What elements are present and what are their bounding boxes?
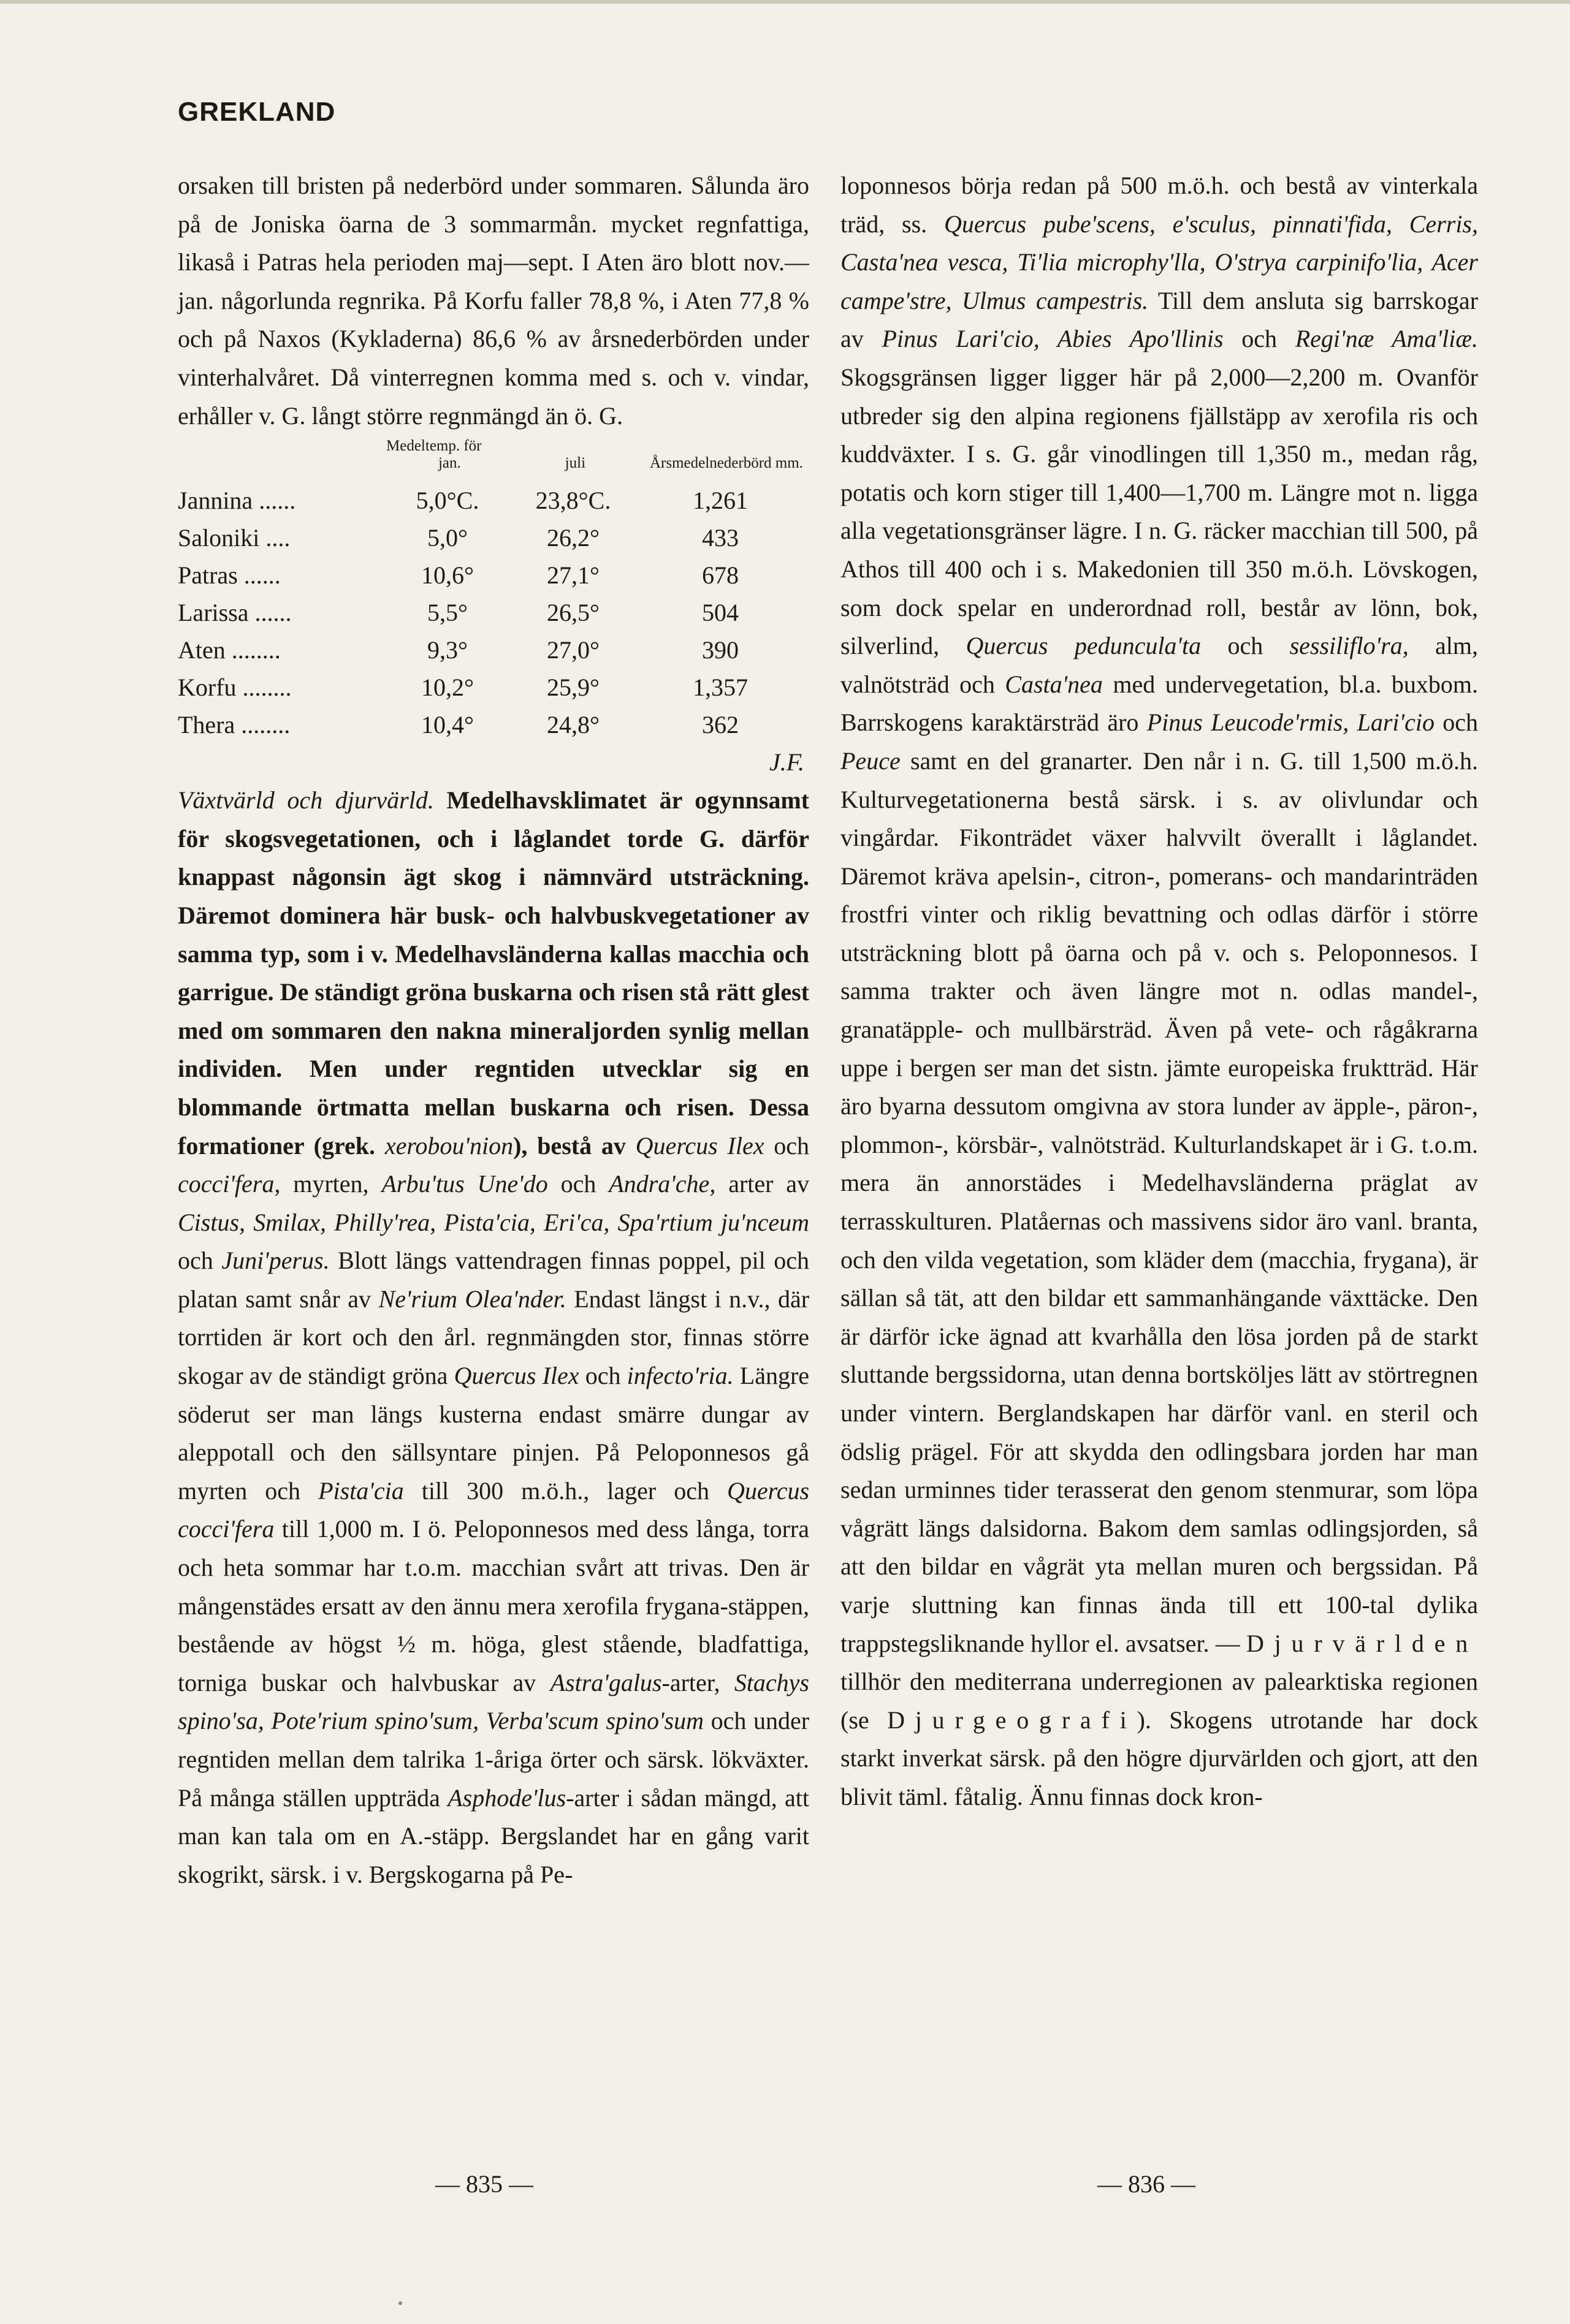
page-number-right: — 836 — <box>1097 2170 1195 2198</box>
species-term: Pinus Leucode'rmis, Lari'cio <box>1146 708 1435 737</box>
table-cell-jul: 23,8°C. <box>535 487 611 515</box>
species-term: Cistus, Smilax, Philly'rea, Pista'cia, Eri'ca, Spa'rtium ju'nceum <box>178 1208 809 1236</box>
species-term: Andra'che, <box>609 1170 716 1198</box>
text-segment: Medelhavsklimatet är ogynnsamt för skogsvegetationen, och i låglandet torde G. därför knappast någonsin ägt skog i nämnvärd utsträckning. Däremot dominera här busk- och halvbuskvegetationer av samma typ, som i v. Medelhavsländerna kallas macchia och garrigue. De ständigt gröna buskarna och risen stå rätt glest med om sommaren den nakna mineraljorden synlig mellan individen. Men under regntiden utvecklar sig en blommande örtmatta mellan buskarna och risen. Dessa formationer (grek. <box>178 786 810 1160</box>
table-row <box>178 706 803 743</box>
species-term: Quercus peduncula'ta <box>966 632 1202 660</box>
text-segment: ), bestå av <box>513 1131 626 1160</box>
cross-reference: Djurgeografi <box>887 1706 1137 1734</box>
text-segment: -arter i sådan mängd, att man kan tala om en A.-stäpp. Bergslandet har en gång varit skogrikt, särsk. i v. Bergskogarna på Pe- <box>178 1783 809 1888</box>
text-segment: Blott längs vattendragen finnas poppel, pil och platan samt snår av <box>178 1247 810 1313</box>
table-row <box>178 482 803 519</box>
species-term: Quercus cocci'fera <box>178 1476 810 1543</box>
species-term: Ne'rium Olea'nder. <box>378 1285 566 1313</box>
table-cell-jul: 25,9° <box>547 674 600 702</box>
species-term: cocci'fera, <box>178 1170 281 1198</box>
table-cell-precip: 678 <box>702 561 739 590</box>
page-number-left: — 835 — <box>435 2170 533 2198</box>
text-segment: tillhör den mediterrana underregionen av palearktiska regionen (se <box>840 1668 1478 1734</box>
climate-table <box>178 438 803 743</box>
table-row <box>178 594 803 631</box>
text-segment: samt en del granarter. Den når i n. G. till 1,500 m.ö.h. Kulturvegetationerna bestå särsk. i s. av olivlundar och vingårdar. Fikonträdet växer halvvilt överallt i låglandet. Däremot kräva apelsin-, citron-, pomerans- och mandarinträden frostfri vinter och riklig bevattning och odlas därför i större utsträckning blott på öarna och på v. och s. Peloponnesos. I samma trakter och även längre mot n. odlas mandel-, granatäpple- och mullbärsträd. Även på vete- och rågåkrarna uppe i bergen ser man det sistn. jämte europeiska fruktträd. Här äro byarna dessutom omgivna av stora lunder av äpple-, päron-, plommon-, körsbär-, valnötsträd. Kulturlandskapet är i G. t.o.m. mera än annorstädes i Medelhavsländerna präglat av terrasskulturen. Platåernas och massivens sidor äro vanl. branta, och den vilda vegetation, som kläder dem (macchia, frygana), är sällan så tät, att den bildar ett sammanhängande växttäcke. Den är därför icke ägnad att kvarhålla den lösa jorden på de starkt sluttande bergssidorna, utan denna bortsköljes lätt av störtregnen under vintern. Berglandskapen har därför vanl. en steril och ödslig prägel. För att skydda den odlingsbara jorden har man sedan urminnes tider terasserat den genom stenmurar, som löpa vågrätt längs dalsidorna. Bakom dem samlas odlingsjorden, så att den bildar en vågrät yta mellan muren och bergssidan. På varje sluttning kan finnas ända till ett 100-tal dylika trappstegsliknande hyllor el. avsatser. — <box>840 746 1479 1657</box>
climate-table-header-city <box>178 438 386 482</box>
species-term: Quercus Ilex <box>454 1362 579 1390</box>
header-temp-label: Medeltemp. för <box>386 438 482 455</box>
text-segment: arter av <box>728 1170 810 1198</box>
table-cell-precip: 433 <box>702 524 739 552</box>
text-segment: och <box>1442 708 1479 737</box>
table-row <box>178 631 803 669</box>
table-row <box>178 669 803 706</box>
table-cell-jan: 10,6° <box>421 561 474 590</box>
text-segment: och <box>774 1131 810 1160</box>
paper-speck <box>398 2301 402 2305</box>
species-term: Arbu'tus Une'do <box>381 1170 548 1198</box>
text-segment: och under regntiden mellan dem talrika 1-åriga örter och särsk. lökväxter. På många ställen uppträda <box>178 1707 810 1812</box>
page-edge <box>0 0 1570 4</box>
species-term: Astra'galus <box>550 1668 662 1696</box>
text-segment: och <box>1241 325 1277 353</box>
running-head: GREKLAND <box>178 97 336 127</box>
table-cell-city: Aten ........ <box>178 636 281 664</box>
species-term: Casta'nea <box>1005 670 1103 698</box>
table-cell-precip: 1,261 <box>693 487 748 515</box>
table-cell-precip: 390 <box>702 636 739 664</box>
text-segment: Endast längst i n.v., där torrtiden är kort och den årl. regnmängden stor, finnas större skogar av de ständigt gröna <box>178 1285 810 1390</box>
table-cell-jan: 10,4° <box>421 711 474 739</box>
table-cell-jul: 27,1° <box>547 561 600 590</box>
cross-reference: Djurvärlden <box>1246 1629 1478 1657</box>
climate-table-header-row <box>178 438 803 482</box>
species-term: Juni'perus. <box>221 1247 330 1275</box>
table-cell-city: Patras ...... <box>178 561 281 590</box>
text-segment: Skogsgränsen ligger ligger här på 2,000—2,200 m. Ovanför utbreder sig den alpina regionens fjällstäpp av xerofila ris och kuddväxter. I s. G. går vinodlingen till 1,350 m., medan råg, potatis och korn stiger till 1,400—1,700 m. Längre mot n. ligga alla vegetationsgränser lägre. I n. G. räcker macchian till 500, på Athos till 400 och i s. Makedonien till 350 m.ö.h. Lövskogen, som dock spelar en underordnad roll, består av lönn, bok, silverlind, <box>840 363 1478 660</box>
section-heading: Växtvärld och djurvärld. <box>178 786 434 815</box>
text-segment: alm, valnötsträd och <box>840 632 1479 698</box>
table-cell-city: Saloniki .... <box>178 524 291 552</box>
table-cell-city: Thera ........ <box>178 711 291 739</box>
climate-table-header-temp <box>386 438 638 482</box>
table-cell-jul: 24,8° <box>547 711 600 739</box>
species-term: Peuce <box>840 746 901 775</box>
table-cell-precip: 1,357 <box>693 674 748 702</box>
text-segment: och <box>1227 632 1263 660</box>
species-term: Pista'cia <box>318 1476 404 1505</box>
text-segment: ). Skogens utrotande har dock starkt inverkat särsk. på den högre djurvärlden och gjort, att den blivit täml. fåtalig. Ännu finnas dock kron- <box>840 1706 1478 1810</box>
table-cell-jan: 5,0° <box>427 524 468 552</box>
text-segment: och <box>560 1170 596 1198</box>
species-term: xerobou'nion <box>384 1131 514 1160</box>
table-cell-jul: 27,0° <box>547 636 600 664</box>
header-jul-label: juli <box>565 455 586 472</box>
species-term: Regi'næ Ama'liæ. <box>1295 325 1479 353</box>
table-cell-city: Larissa ...... <box>178 599 292 627</box>
right-column <box>840 167 1478 1817</box>
author-signature: J.F. <box>769 748 804 777</box>
table-cell-jul: 26,2° <box>547 524 600 552</box>
table-cell-jan: 10,2° <box>421 674 474 702</box>
species-term: Quercus pube'scens, e'sculus, pinnati'fida, Cerris, Casta'nea vesca, Ti'lia microphy'lla, O'strya carpinifo'lia, Acer campe'stre, Ulmus campestris. <box>840 210 1479 314</box>
species-term: infecto'ria. <box>627 1362 734 1390</box>
text-segment: och <box>585 1362 621 1390</box>
table-cell-jul: 26,5° <box>547 599 600 627</box>
vegetation-paragraph <box>178 781 809 1894</box>
table-row <box>178 556 803 594</box>
table-cell-city: Jannina ...... <box>178 487 296 515</box>
intro-paragraph: orsaken till bristen på nederbörd under sommaren. Sålunda äro på de Joniska öarna de 3 sommarmån. mycket regnfattiga, likaså i Patras hela perioden maj—sept. I Aten äro blott nov.—jan. någorlunda regnrika. På Korfu faller 78,8 %, i Aten 77,8 % och på Naxos (Kykladerna) 86,6 % av årsnederbörden under vinterhalvåret. Då vinterregnen komma med s. och v. vindar, erhåller v. G. långt större regnmängd än ö. G. <box>178 172 809 430</box>
text-segment: Längre söderut ser man längs kusterna endast smärre dungar av aleppotall och den sällsyntare pinjen. På Peloponnesos gå myrten och <box>178 1362 810 1505</box>
species-term: Pinus Lari'cio, Abies Apo'llinis <box>882 325 1224 353</box>
table-row <box>178 519 803 556</box>
table-cell-city: Korfu ........ <box>178 674 292 702</box>
text-segment: Till dem ansluta sig barrskogar av <box>840 286 1479 353</box>
species-term: Quercus Ilex <box>635 1131 764 1160</box>
text-segment: till 300 m.ö.h., lager och <box>421 1476 709 1505</box>
left-column <box>178 167 809 1894</box>
text-segment: loponnesos börja redan på 500 m.ö.h. och bestå av vinterkala träd, ss. <box>840 172 1478 238</box>
table-cell-jan: 5,5° <box>427 599 468 627</box>
header-jan-label: jan. <box>438 455 461 472</box>
table-cell-jan: 5,0°C. <box>416 487 479 515</box>
table-cell-jan: 9,3° <box>427 636 468 664</box>
climate-table-header-precip: Årsmedelnederbörd mm. <box>650 455 803 472</box>
species-term: Stachys spino'sa, Pote'rium spino'sum, Verba'scum spino'sum <box>178 1668 809 1735</box>
text-segment: till 1,000 m. I ö. Peloponnesos med dess långa, torra och heta sommar har t.o.m. macchian svårt att trivas. Den är mångenstädes ersatt av den ännu mera xerofila frygana-stäppen, bestående av högst ½ m. höga, glest stående, bladfattiga, torniga buskar och halvbuskar av <box>178 1515 809 1696</box>
species-term: sessiliflo'ra, <box>1289 632 1409 660</box>
text-segment: med undervegetation, bl.a. buxbom. Barrskogens karaktärsträd äro <box>840 670 1478 737</box>
table-cell-precip: 362 <box>702 711 739 739</box>
right-paragraph <box>840 167 1478 1817</box>
species-term: Asphode'lus <box>448 1783 566 1812</box>
table-cell-precip: 504 <box>702 599 739 627</box>
text-segment: och <box>178 1247 213 1275</box>
text-segment: -arter, <box>661 1668 720 1696</box>
text-segment: myrten, <box>293 1170 369 1198</box>
